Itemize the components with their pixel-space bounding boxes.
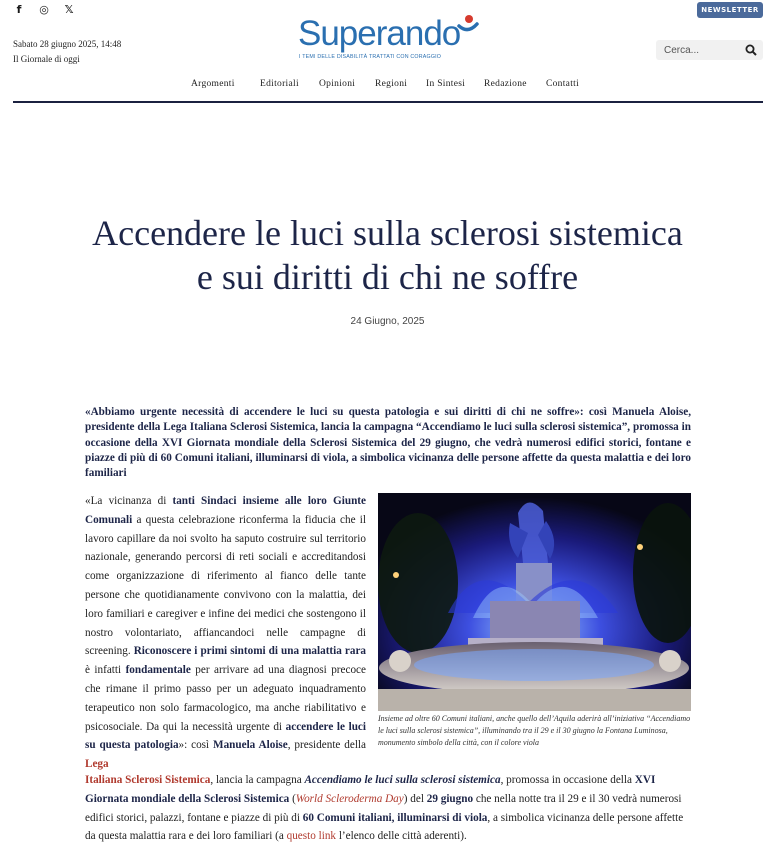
article-title-line-1: Accendere le luci sulla sclerosi sistemica	[92, 213, 683, 253]
logo-wordmark: Superando	[298, 14, 461, 53]
nav-item-argomenti[interactable]: Argomenti	[191, 79, 235, 89]
p2-text: che nella notte tra il 29 e il 30 vedrà numerosi edifici storici, palazzi, fontane e piazze di più di	[85, 792, 682, 824]
p2-campaign-name: Accendiamo le luci sulla sclerosi sistemica	[304, 774, 501, 786]
nav-item-regioni[interactable]: Regioni	[375, 79, 408, 89]
header-divider	[13, 101, 763, 103]
article-date: 24 Giugno, 2025	[350, 316, 425, 327]
world-scleroderma-day-link[interactable]: World Scleroderma Day	[295, 792, 404, 805]
nav-item-editoriali[interactable]: Editoriali	[260, 79, 299, 89]
nav-item-redazione[interactable]: Redazione	[484, 79, 527, 89]
social-links	[13, 3, 75, 17]
current-date: Sabato 28 giugno 2025, 14:48	[13, 39, 122, 49]
search-input[interactable]	[656, 41, 736, 61]
p2-bold: 60 Comuni italiani, illuminarsi di viola	[302, 811, 488, 824]
p1-text: , presidente della	[287, 739, 367, 752]
p1-text: »: così	[178, 739, 214, 752]
article-paragraph-1	[85, 492, 366, 774]
fontana-luminosa-photo	[378, 493, 691, 711]
p1-bold: Manuela Aloise	[213, 739, 288, 752]
p1-bold: accendere le luci su questa patologia	[85, 720, 367, 752]
p1-text: è infatti	[85, 664, 126, 677]
article-title-line-2: e sui diritti di chi ne soffre	[196, 257, 579, 297]
photo-caption: Insieme ad oltre 60 Comuni italiani, anche quello dell’Aquila aderirà all’iniziativa “Accendiamo le luci sulla sclerosi sistemica”, illuminando tra il 29 e il 30 giugno la Fontana Luminosa, monumento simbolo della città, con il colore viola	[378, 714, 691, 747]
p2-text: l’elenco delle città aderenti).	[336, 830, 467, 843]
date-box	[13, 37, 121, 67]
main-nav	[0, 79, 775, 93]
nav-item-opinioni[interactable]: Opinioni	[319, 79, 356, 89]
p1-bold: fondamentale	[125, 664, 191, 677]
p2-bold: 29 giugno	[426, 792, 474, 805]
p2-text: , a simbolica vicinanza delle persone affette da questa malattia rara e dei loro familiari (a	[85, 811, 684, 843]
p1-text: «La vicinanza di	[85, 495, 173, 507]
p1-bold: tanti Sindaci insieme alle loro Giunte Comunali	[85, 495, 366, 526]
newsletter-button[interactable]: NEWSLETTER	[697, 2, 763, 18]
lega-link[interactable]: Lega	[85, 758, 109, 771]
logo-tagline: I TEMI DELLE DISABILITÀ TRATTATI CON CORAGGIO	[299, 54, 442, 60]
lega-link[interactable]: Italiana Sclerosi Sistemica	[85, 774, 211, 786]
x-twitter-icon[interactable]: 𝕏	[64, 3, 74, 16]
article-paragraph-2	[85, 771, 691, 846]
p2-text: , promossa in occasione della	[500, 774, 635, 786]
p1-bold: Riconoscere i primi sintomi di una malattia rara	[133, 645, 367, 658]
article-title	[0, 211, 775, 299]
nav-item-contatti[interactable]: Contatti	[546, 79, 580, 89]
nav-item-in-sintesi[interactable]: In Sintesi	[426, 79, 466, 89]
p2-text: (	[289, 792, 296, 805]
p2-text: , lancia la campagna	[210, 774, 305, 786]
city-list-link[interactable]: questo link	[286, 830, 337, 843]
facebook-icon[interactable]: f	[16, 3, 22, 16]
search-icon[interactable]	[745, 44, 757, 56]
logo-figure-icon	[456, 14, 480, 38]
p1-text: a questa celebrazione riconferma la fiducia che il lavoro capillare da noi svolto ha saputo costruire sul territorio nazionale, generando percorsi di reti sociali e accreditandosi come organizzazione di riferimento al fianco delle tante persone che quotidianamente convivono con la malattia, dei loro familiari e caregiver e infine dei medici che sostengono il nostro volontariato, affiancandoci nelle campagne di screening.	[85, 513, 366, 658]
search-box	[656, 40, 763, 60]
p2-bold: XVI Giornata mondiale della Sclerosi Sistemica	[85, 774, 656, 805]
instagram-icon[interactable]: ◎	[39, 3, 49, 16]
giornale-link[interactable]: Il Giornale di oggi	[13, 54, 80, 64]
p1-text: per arrivare ad una diagnosi precoce che rimane il primo passo per un adeguato inquadramento terapeutico non solo farmacologico, ma anche riabilitativo e psicosociale. Da qui la necessità urgente di	[85, 664, 366, 733]
p2-text: ) del	[403, 792, 427, 805]
article-lead: «Abbiamo urgente necessità di accendere le luci su questa patologia e sui diritti di chi ne soffre»: così Manuela Aloise, presidente della Lega Italiana Sclerosi Sistemica, lancia la campagna “Accendiamo le luci sulla sclerosi sistemica”, promossa in occasione della XVI Giornata mondiale della Sclerosi Sistemica del 29 giugno, che vedrà numerosi edifici storici, fontane e piazze di più di 60 Comuni italiani, illuminarsi di viola, a simbolica vicinanza delle persone affette da questa malattia e dei loro familiari	[85, 406, 691, 480]
site-logo[interactable]	[298, 14, 483, 64]
